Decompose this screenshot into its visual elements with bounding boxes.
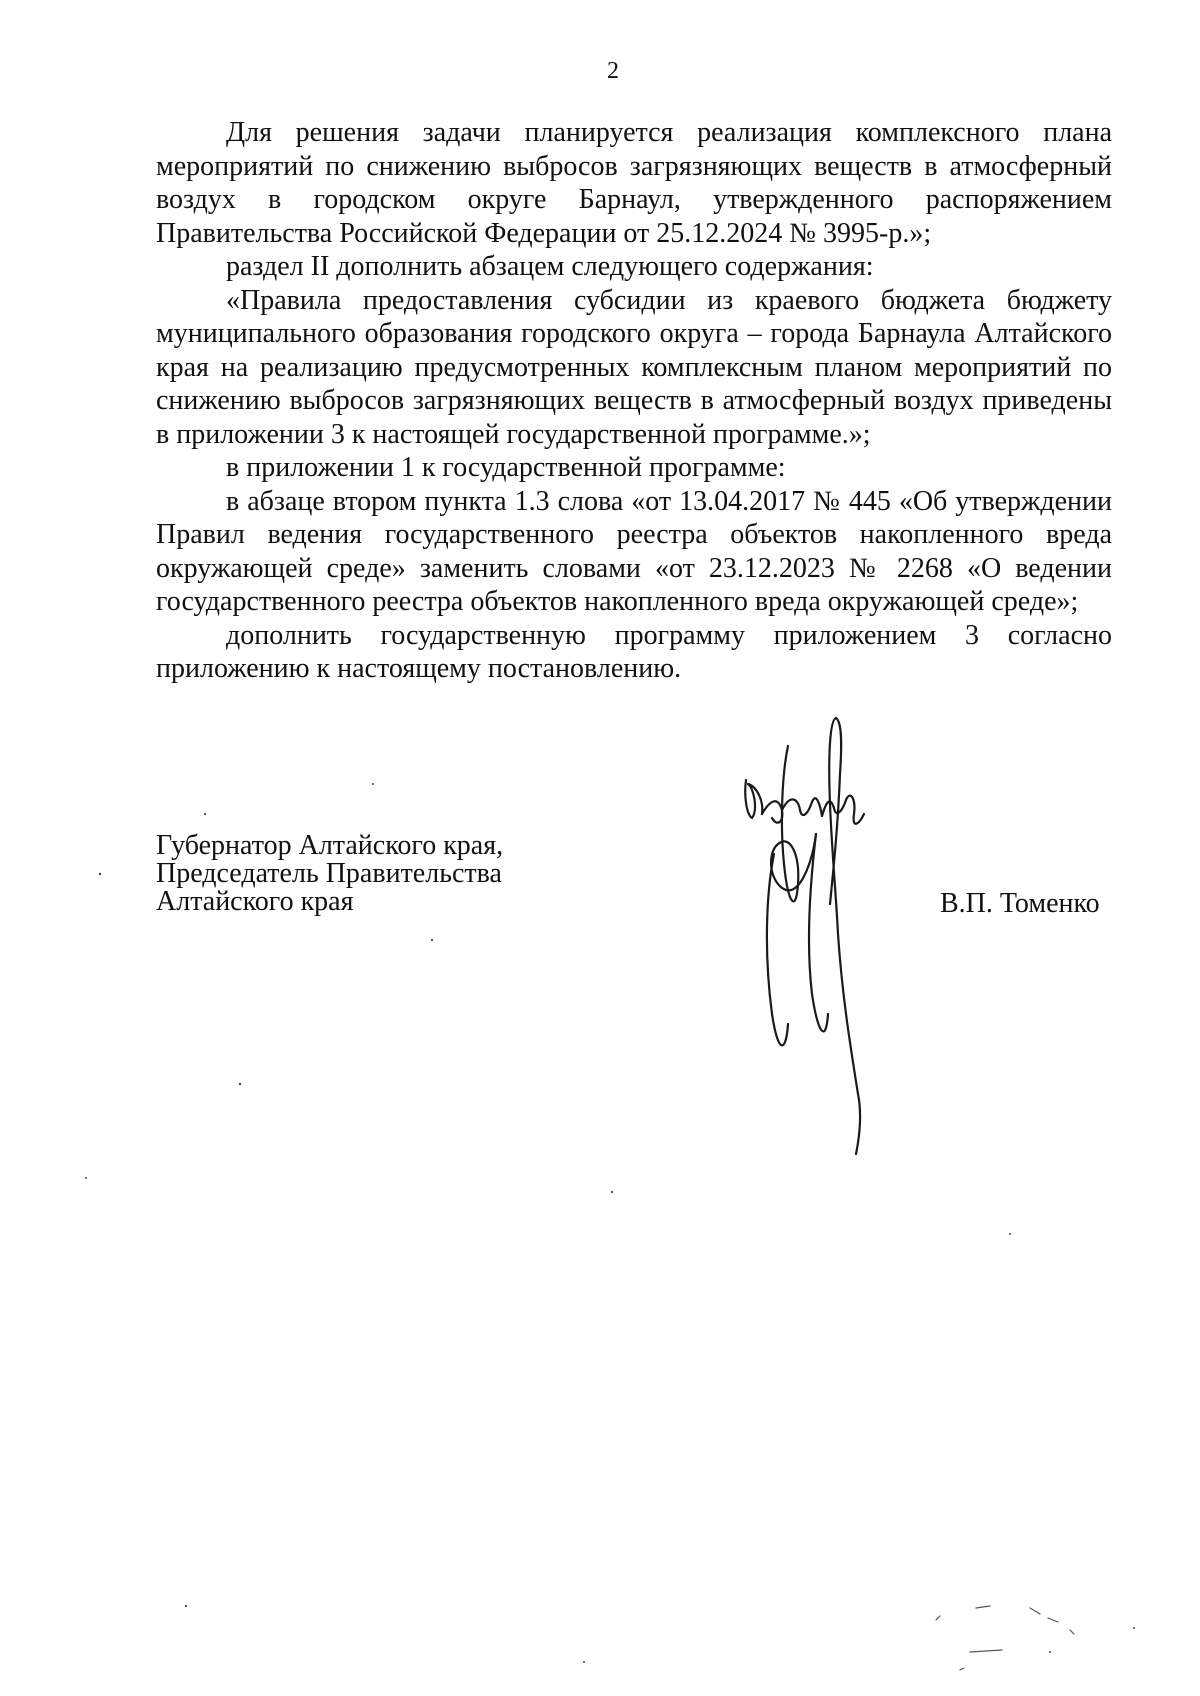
signatory-title-line: Алтайского края: [156, 886, 354, 917]
paragraph: раздел II дополнить абзацем следующего содержания:: [226, 251, 874, 282]
signatory-title-line: Губернатор Алтайского края,: [156, 830, 504, 861]
paragraph: в приложении 1 к государственной программе:: [226, 452, 786, 483]
document-body: [156, 116, 1112, 686]
paragraph: «Правила предоставления субсидии из краевого бюджета бюджету муниципального образования городского округа – города Барнаула Алтайского края на реализацию предусмотренных комплексным планом мероприятий по снижению выбросов загрязняющих веществ в атмосферный воздух приведены в приложении 3 к настоящей государственной программе.»;: [156, 284, 1112, 450]
signatory-title-line: Председатель Правительства: [156, 858, 502, 889]
paragraph: дополнить государственную программу приложением 3 согласно приложению к настоящему постановлению.: [156, 619, 1112, 684]
paragraph: в абзаце втором пункта 1.3 слова «от 13.04.2017 № 445 «Об утверждении Правил ведения государственного реестра объектов накопленного вреда окружающей среде» заменить словами «от 23.12.2023 № 2268 «О ведении государственного реестра объектов накопленного вреда окружающей среде»;: [156, 485, 1112, 617]
signatory-name: В.П. Томенко: [940, 888, 1100, 919]
handwritten-signature: [726, 714, 916, 1164]
paragraph: Для решения задачи планируется реализация комплексного плана мероприятий по снижению выбросов загрязняющих веществ в атмосферный воздух в городском округе Барнаул, утвержденного распоряжением Правительства Российской Федерации от 25.12.2024 № 3995-р.»;: [156, 117, 1112, 249]
signatory-title: [156, 832, 516, 916]
page-number: 2: [607, 58, 619, 84]
